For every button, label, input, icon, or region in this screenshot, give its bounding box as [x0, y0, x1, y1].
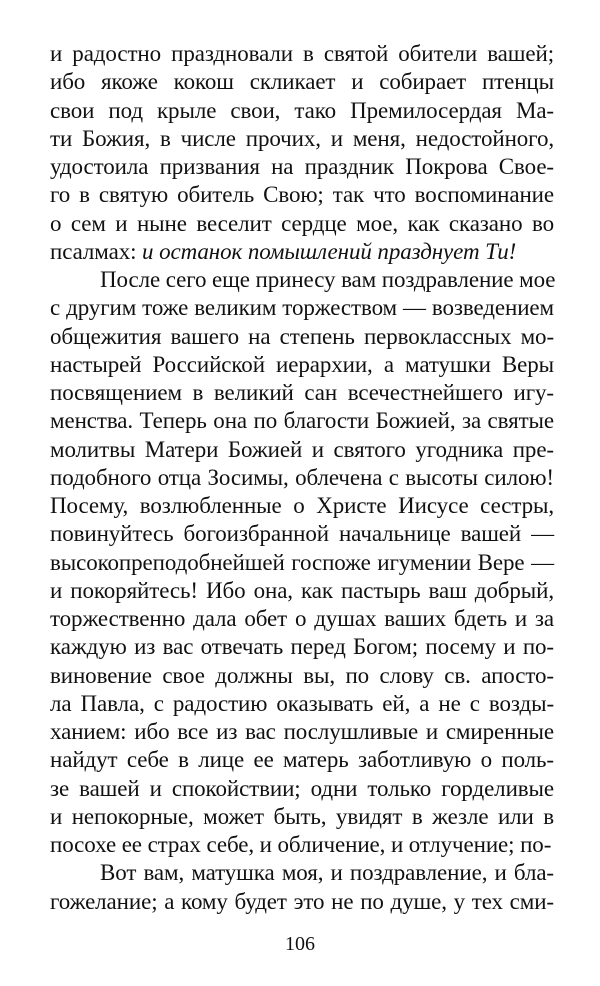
- text-line: свои под крыле свои, тако Премилосердая Ма-: [50, 97, 554, 123]
- page-text-block: [50, 40, 554, 916]
- text-line: повинуйтесь богоизбранной начальнице вашей —: [50, 521, 554, 547]
- text-line: виновение свое должны вы, по слову св. апосто-: [50, 662, 554, 688]
- text-line: гожелание; а кому будет это не по душе, у тех сми-: [50, 888, 554, 914]
- page-number: 106: [285, 933, 315, 955]
- paragraph-2: [50, 266, 554, 859]
- psalm-quote-italic: и останок помышлений празднует Ти!: [142, 238, 517, 264]
- text-line: Посему, возлюбленные о Христе Иисусе сестры,: [50, 493, 554, 518]
- text-line: го в святую обитель Свою; так что воспоминание: [50, 182, 554, 208]
- text-line: молитвы Матери Божией и святого угодника пре-: [50, 436, 554, 462]
- text-line: ибо якоже кокош скликает и собирает птенцы: [50, 69, 554, 95]
- text-line: Вот вам, матушка моя, и поздравление, и бла-: [100, 860, 554, 886]
- text-line: подобного отца Зосимы, облечена с высоты силою!: [50, 464, 554, 490]
- text-line-roman: псалмах:: [50, 238, 143, 264]
- text-line: ла Павла, с радостию оказывать ей, а не с возды-: [50, 690, 554, 716]
- paragraph-3: [50, 859, 554, 916]
- text-line: посвящением в великий сан всечестнейшего игу-: [50, 380, 554, 405]
- text-line: с другим тоже великим торжеством — возведением: [50, 295, 554, 321]
- text-line: ти Божия, в числе прочих, и меня, недостойного,: [50, 125, 554, 151]
- text-line: посохе ее страх себе, и обличение, и отлучение; по-: [50, 832, 552, 857]
- paragraph-1: [50, 40, 554, 266]
- text-line: ханием: ибо все из вас послушливые и смиренные: [50, 719, 554, 744]
- text-line: и непокорные, может быть, увидят в жезле или в: [50, 803, 554, 829]
- text-line: и радостно праздновали в святой обители вашей;: [50, 41, 554, 66]
- text-line: каждую из вас отвечать перед Богом; посему и по-: [50, 634, 554, 660]
- text-line: общежития вашего на степень первоклассных мо-: [50, 323, 554, 349]
- text-line: о сем и ныне веселит сердце мое, как сказано во: [50, 210, 554, 236]
- text-line: и покоряйтесь! Ибо она, как пастырь ваш добрый,: [50, 577, 554, 603]
- text-line: торжественно дала обет о душах ваших бдеть и за: [50, 606, 554, 631]
- text-line: высокопреподобнейшей госпоже игумении Вере —: [50, 549, 554, 575]
- text-line: зе вашей и спокойствии; одни только горделивые: [50, 775, 554, 801]
- text-line: удостоила призвания на праздник Покрова Свое-: [50, 154, 554, 179]
- text-line: [50, 238, 554, 266]
- text-line: менства. Теперь она по благости Божией, за святые: [50, 408, 554, 434]
- text-line: настырей Российской иерархии, а матушки Веры: [50, 351, 554, 377]
- text-line: найдут себе в лице ее матерь заботливую о поль-: [50, 747, 554, 773]
- text-line: После сего еще принесу вам поздравление мое: [100, 267, 556, 292]
